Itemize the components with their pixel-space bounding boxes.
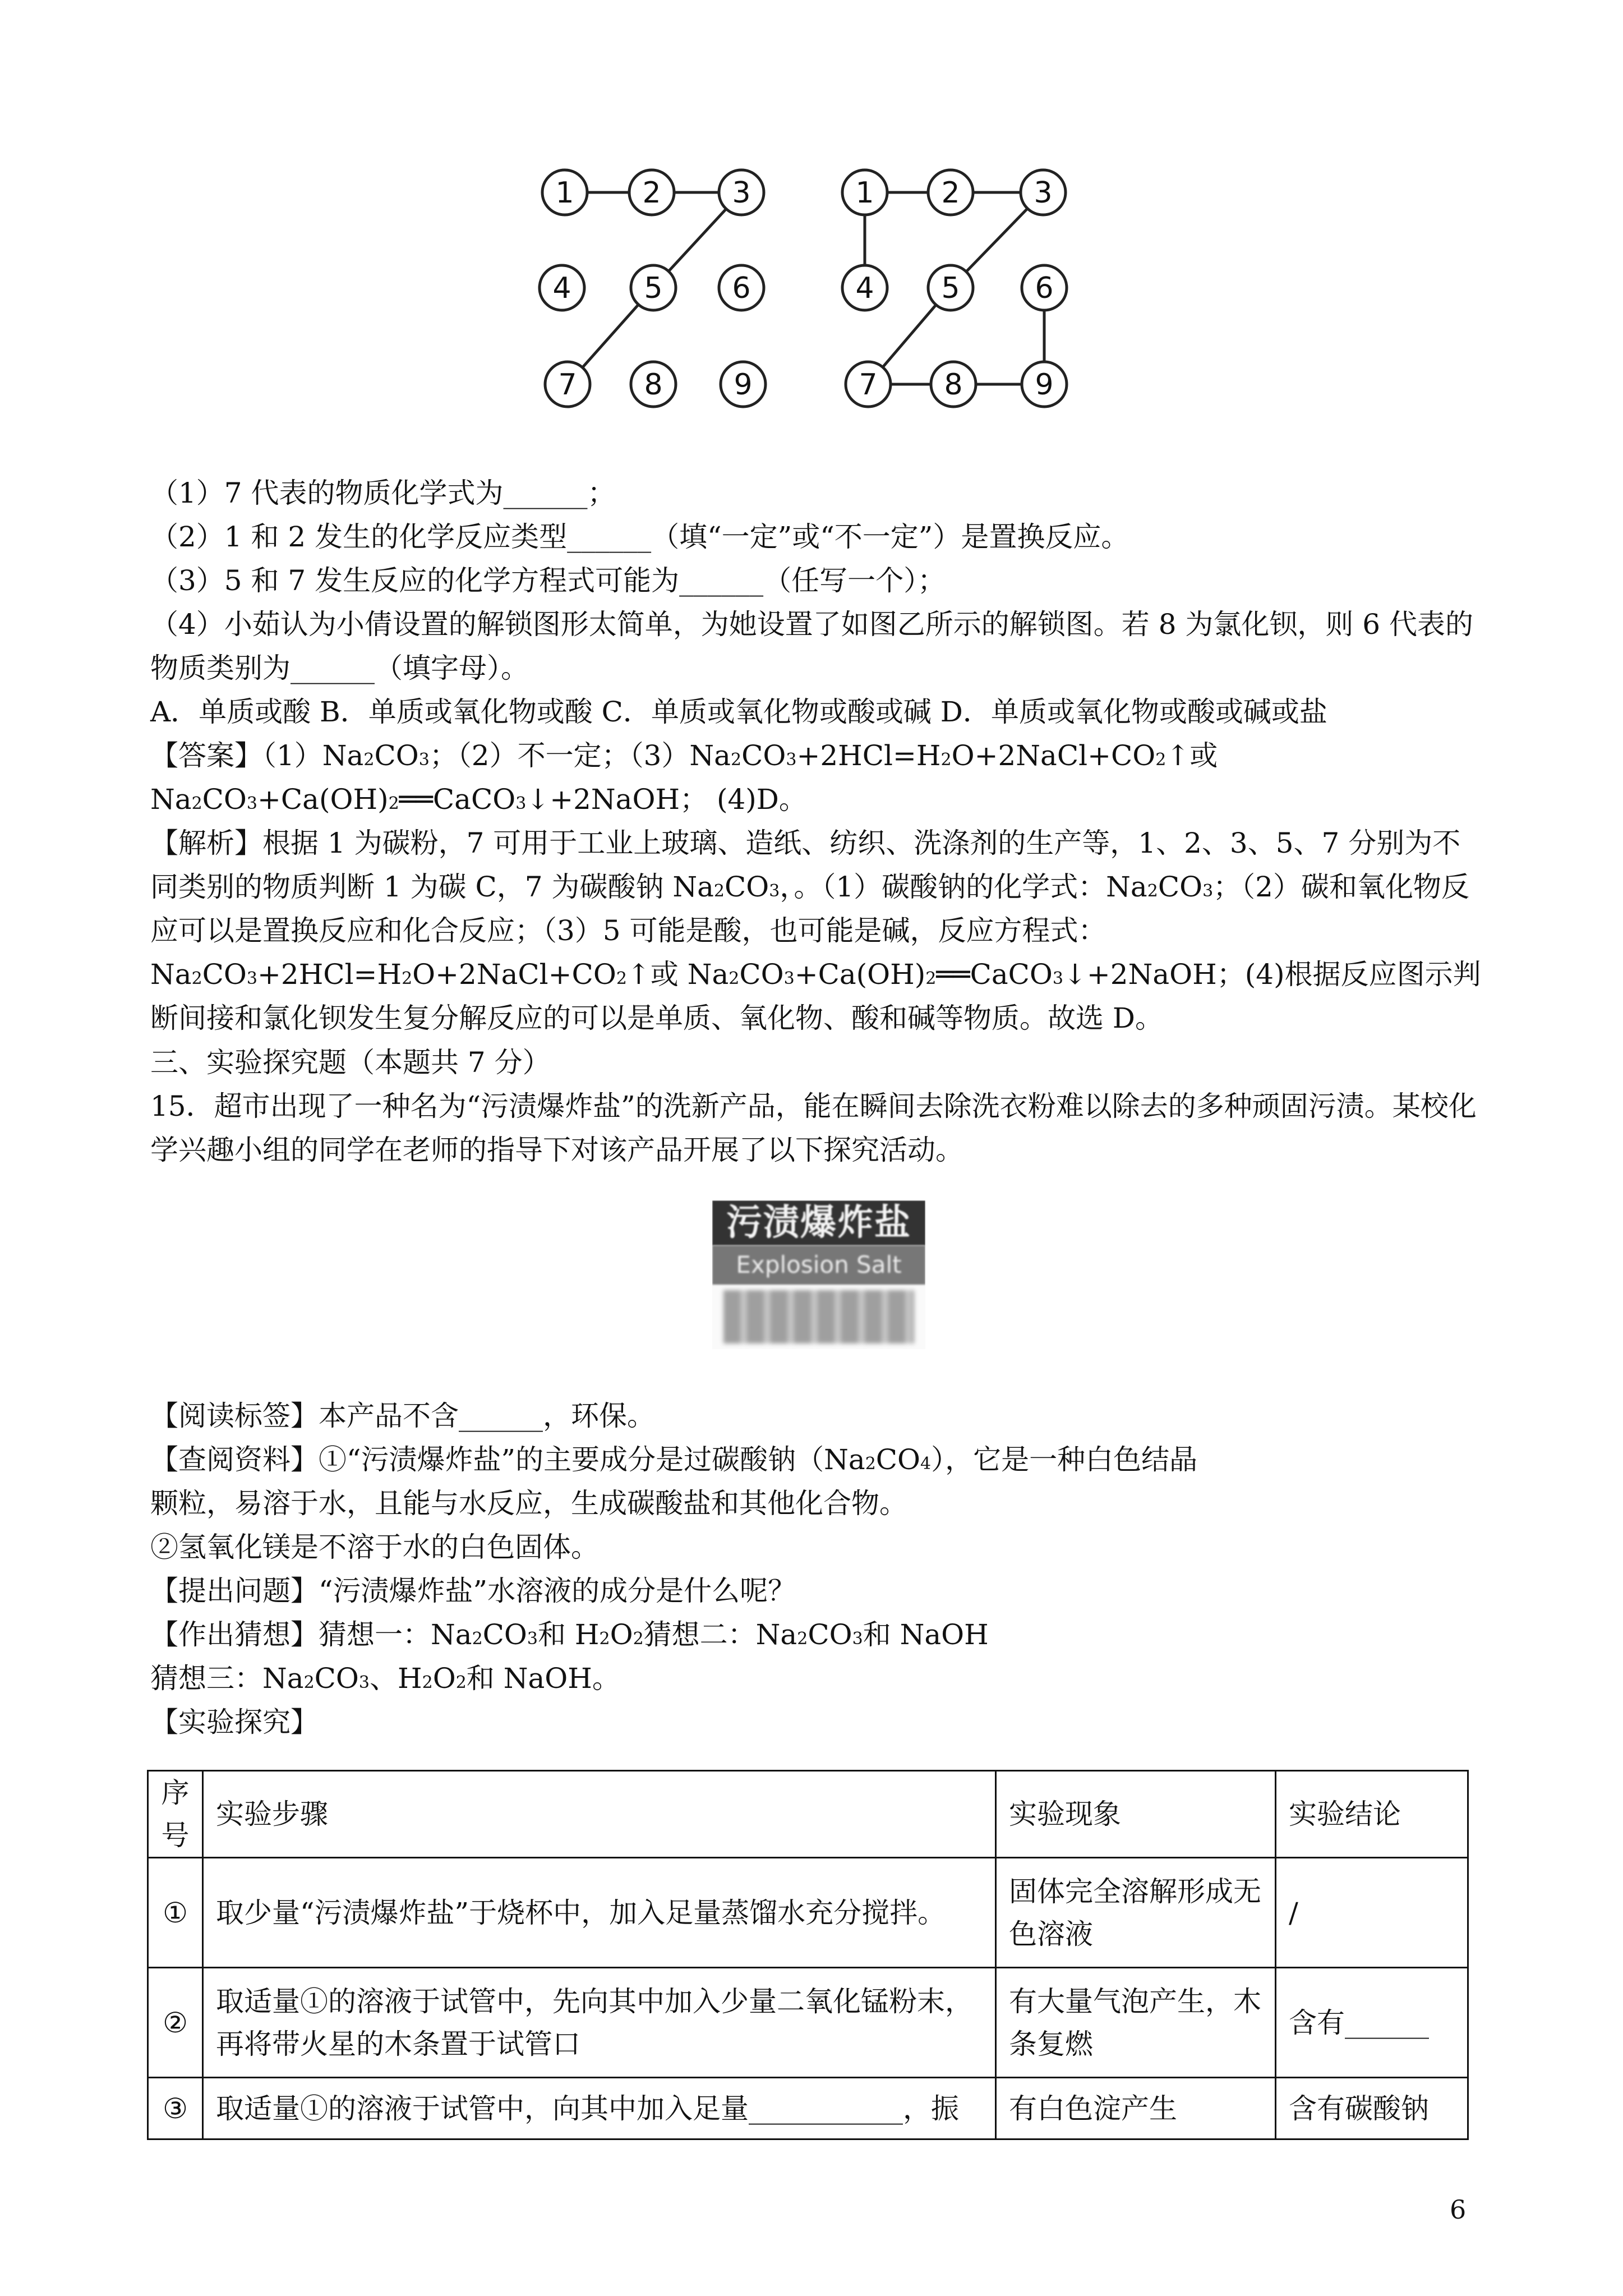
table-cell: ③ [148, 2078, 203, 2139]
svg-text:8: 8 [644, 368, 663, 402]
product-label-subtitle: Explosion Salt [712, 1245, 925, 1285]
svg-text:4: 4 [552, 272, 571, 305]
table-row [148, 1858, 1468, 1968]
table-cell: ② [148, 1968, 203, 2078]
svg-text:8: 8 [944, 368, 963, 402]
table-row [148, 1968, 1468, 2078]
svg-text:5: 5 [644, 272, 663, 305]
section-heading: 三、实验探究题（本题共 7 分） [150, 1046, 551, 1079]
right-node-7 [846, 362, 891, 407]
svg-text:5: 5 [941, 272, 960, 305]
left-node-5 [631, 265, 676, 310]
guess-line-2: 猜想三：$Na_2CO_3$、$H_2O_2$和 NaOH。 [150, 1662, 620, 1695]
left-node-8 [631, 362, 676, 407]
right-node-6 [1022, 265, 1067, 310]
svg-text:3: 3 [1034, 176, 1053, 210]
table-cell: 含有______ [1276, 1968, 1468, 2078]
answer-block: 【答案】$(1)Na_2CO_3$；（2）不一定；$(3)Na_2CO_3+2HCl=H_2O+2NaCl+CO_2↑$或 $Na_2CO_3+Ca(OH)_2══CaCO_3↓+2NaOH$； (4)D。 [150, 739, 1218, 816]
question-3: （3）5 和 7 发生反应的化学方程式可能为______（任写一个）； [150, 564, 946, 597]
product-label-blurred-text [723, 1290, 914, 1343]
svg-text:6: 6 [1035, 272, 1054, 305]
header-cell: 序号 [148, 1771, 203, 1858]
svg-text:2: 2 [642, 176, 661, 210]
table-cell: 含有碳酸钠 [1276, 2078, 1468, 2139]
table-cell: 有大量气泡产生，木条复燃 [996, 1968, 1276, 2078]
svg-text:7: 7 [558, 368, 577, 402]
svg-text:9: 9 [734, 368, 753, 402]
left-node-6 [719, 265, 764, 310]
unlock-pattern-diagrams [533, 160, 1082, 424]
right-node-2 [928, 170, 973, 215]
left-node-7 [545, 362, 590, 407]
question-4-options: A．单质或酸 B．单质或氧化物或酸 C．单质或氧化物或酸或碱 D．单质或氧化物或酸或碱或盐 [150, 696, 1327, 728]
question-4: （4）小茹认为小倩设置的解锁图形太简单，为她设置了如图乙所示的解锁图。若 8 为氯化钡，则 6 代表的物质类别为______（填字母）。 [150, 608, 1474, 684]
explore-label: 【实验探究】 [150, 1706, 319, 1738]
left-node-3 [719, 170, 764, 215]
svg-text:9: 9 [1035, 368, 1054, 402]
experiment-table [147, 1770, 1469, 2140]
table-cell: / [1276, 1858, 1468, 1968]
question-15: 15．超市出现了一种名为“污渍爆炸盐”的洗新产品，能在瞬间去除洗衣粉难以除去的多种顽固污渍。某校化学兴趣小组的同学在老师的指导下对该产品开展了以下探究活动。 [150, 1090, 1477, 1166]
lookup-line-1: 【查阅资料】①“污渍爆炸盐”的主要成分是过碳酸钠$(Na_2CO_4)$，它是一种白色结晶 [150, 1443, 1198, 1476]
table-cell: 取适量①的溶液于试管中，先向其中加入少量二氧化锰粉末，再将带火星的木条置于试管口 [203, 1968, 996, 2078]
table-cell: 取适量①的溶液于试管中，向其中加入足量___________，振 [203, 2078, 996, 2139]
svg-text:4: 4 [855, 272, 874, 305]
header-cell: 实验结论 [1276, 1771, 1468, 1858]
lookup-line-3: ②氢氧化镁是不溶于水的白色固体。 [150, 1531, 599, 1563]
analysis-block: 【解析】根据 1 为碳粉，7 可用于工业上玻璃、造纸、纺织、洗涤剂的生产等，1、2、3、5、7 分别为不同类别的物质判断 1 为碳 C，7 为碳酸钠 $Na_2CO_3$，。（1）碳酸钠的化学式：$Na_2CO_3$；（2）碳和氧化物反应可以是置换反应和化合反应；（3）5 可能是酸，也可能是碱，反应方程式：$Na_2CO_3+2HCl=H_2O+2NaCl+CO_2↑$或 $Na_2CO_3+Ca(OH)_2══CaCO_3↓+2NaOH$；(4)根据反应图示判断间接和氯化钡发生复分解反应的可以是单质、氧化物、酸和碱等物质。故选 D。 [150, 827, 1481, 1034]
question-2: （2）1 和 2 发生的化学反应类型______（填“一定”或“不一定”）是置换反应。 [150, 521, 1129, 553]
svg-text:6: 6 [732, 272, 751, 305]
svg-text:7: 7 [859, 368, 878, 402]
left-node-2 [629, 170, 674, 215]
right-node-1 [842, 170, 887, 215]
table-header-row [148, 1771, 1468, 1858]
svg-text:3: 3 [732, 176, 751, 210]
right-node-5 [928, 265, 973, 310]
right-node-3 [1021, 170, 1066, 215]
product-label-image [712, 1200, 925, 1349]
guess-line-1: 【作出猜想】猜想一：$Na_2CO_3$和 $H_2O_2$猜想二：$Na_2CO_3$和 NaOH [150, 1618, 989, 1651]
table-cell: 固体完全溶解形成无色溶液 [996, 1858, 1276, 1968]
svg-text:1: 1 [555, 176, 574, 210]
right-node-4 [842, 265, 887, 310]
header-cell: 实验步骤 [203, 1771, 996, 1858]
svg-text:2: 2 [941, 176, 960, 210]
question-1: （1）7 代表的物质化学式为______； [150, 477, 616, 509]
table-cell: ① [148, 1858, 203, 1968]
lookup-line-2: 颗粒，易溶于水，且能与水反应，生成碳酸盐和其他化合物。 [150, 1487, 907, 1520]
page-number: 6 [1450, 2194, 1467, 2225]
table-cell: 有白色淀产生 [996, 2078, 1276, 2139]
right-node-9 [1022, 362, 1067, 407]
left-node-1 [542, 170, 587, 215]
right-node-8 [931, 362, 976, 407]
left-node-4 [540, 265, 584, 310]
svg-text:1: 1 [855, 176, 874, 210]
table-row [148, 2078, 1468, 2139]
product-label-title: 污渍爆炸盐 [712, 1200, 925, 1245]
left-node-9 [721, 362, 766, 407]
header-cell: 实验现象 [996, 1771, 1276, 1858]
problem-line: 【提出问题】“污渍爆炸盐”水溶液的成分是什么呢？ [150, 1575, 796, 1607]
table-cell: 取少量“污渍爆炸盐”于烧杯中，加入足量蒸馏水充分搅拌。 [203, 1858, 996, 1968]
read-label-line: 【阅读标签】本产品不含______，环保。 [150, 1400, 655, 1432]
